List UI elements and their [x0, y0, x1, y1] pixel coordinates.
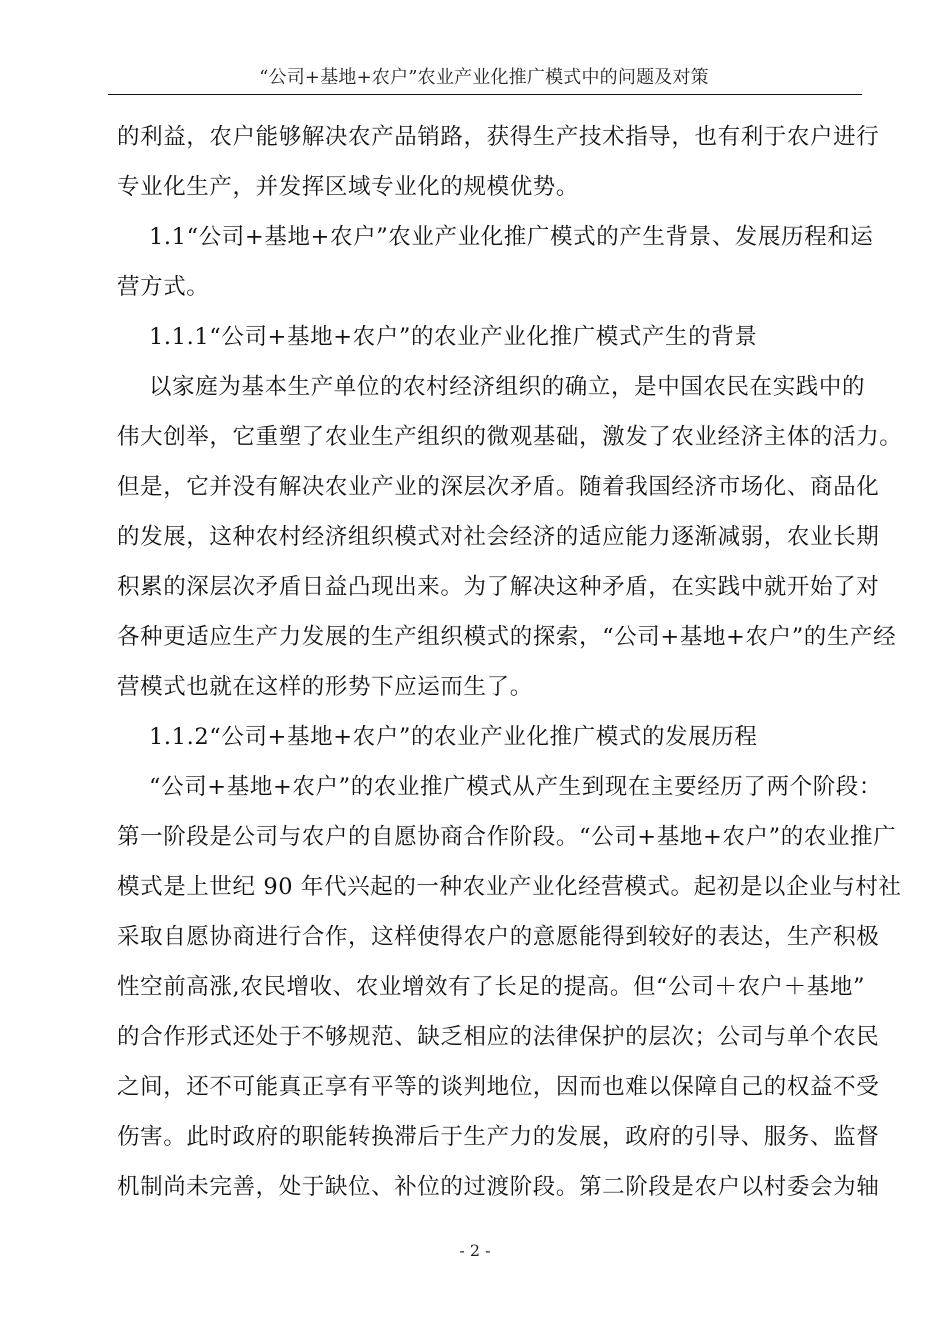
document-body	[117, 112, 903, 1212]
header-divider	[108, 94, 862, 95]
paragraph-line: 的发展，这种农村经济组织模式对社会经济的适应能力逐渐减弱，农业长期	[117, 524, 880, 550]
paragraph-line: “公司+基地+农户”的农业推广模式从产生到现在主要经历了两个阶段：	[149, 774, 883, 800]
subsection-heading-1-1-1: 1.1.1“公司+基地+农户”的农业产业化推广模式产生的背景	[149, 324, 758, 350]
paragraph-line: 性空前高涨,农民增收、农业增效有了长足的提高。但“公司＋农户＋基地”	[117, 974, 866, 1000]
running-header-title: “公司+基地+农户”农业产业化推广模式中的问题及对策	[259, 67, 709, 88]
page-number: - 2 -	[459, 1241, 491, 1260]
paragraph-line: 的利益，农户能够解决农产品销路，获得生产技术指导，也有利于农户进行	[117, 124, 880, 150]
section-heading-1-1: 1.1“公司+基地+农户”农业产业化推广模式的产生背景、发展历程和运	[149, 224, 874, 250]
paragraph-line: 采取自愿协商进行合作，这样使得农户的意愿能得到较好的表达，生产积极	[117, 924, 880, 950]
paragraph-line: 伟大创举，它重塑了农业生产组织的微观基础，激发了农业经济主体的活力。	[117, 424, 903, 450]
paragraph-line: 伤害。此时政府的职能转换滞后于生产力的发展，政府的引导、服务、监督	[117, 1124, 880, 1150]
subsection-heading-1-1-2: 1.1.2“公司+基地+农户”的农业产业化推广模式的发展历程	[149, 724, 758, 750]
paragraph-line: 之间，还不可能真正享有平等的谈判地位，因而也难以保障自己的权益不受	[117, 1074, 880, 1100]
paragraph-line: 专业化生产，并发挥区域专业化的规模优势。	[117, 174, 580, 200]
paragraph-line: 各种更适应生产力发展的生产组织模式的探索，“公司+基地+农户”的生产经	[117, 624, 897, 650]
paragraph-line: 但是，它并没有解决农业产业的深层次矛盾。随着我国经济市场化、商品化	[117, 474, 880, 500]
paragraph-line: 第一阶段是公司与农户的自愿协商合作阶段。“公司+基地+农户”的农业推广	[117, 824, 897, 850]
paragraph-line: 以家庭为基本生产单位的农村经济组织的确立，是中国农民在实践中的	[149, 374, 866, 400]
section-heading-1-1-continued: 营方式。	[117, 274, 210, 300]
paragraph-line: 积累的深层次矛盾日益凸现出来。为了解决这种矛盾，在实践中就开始了对	[117, 574, 880, 600]
paragraph-line: 的合作形式还处于不够规范、缺乏相应的法律保护的层次；公司与单个农民	[117, 1024, 880, 1050]
paragraph-line: 营模式也就在这样的形势下应运而生了。	[117, 674, 533, 700]
paragraph-line: 模式是上世纪 90 年代兴起的一种农业产业化经营模式。起初是以企业与村社	[117, 874, 902, 900]
paragraph-line: 机制尚未完善，处于缺位、补位的过渡阶段。第二阶段是农户以村委会为轴	[117, 1174, 880, 1200]
